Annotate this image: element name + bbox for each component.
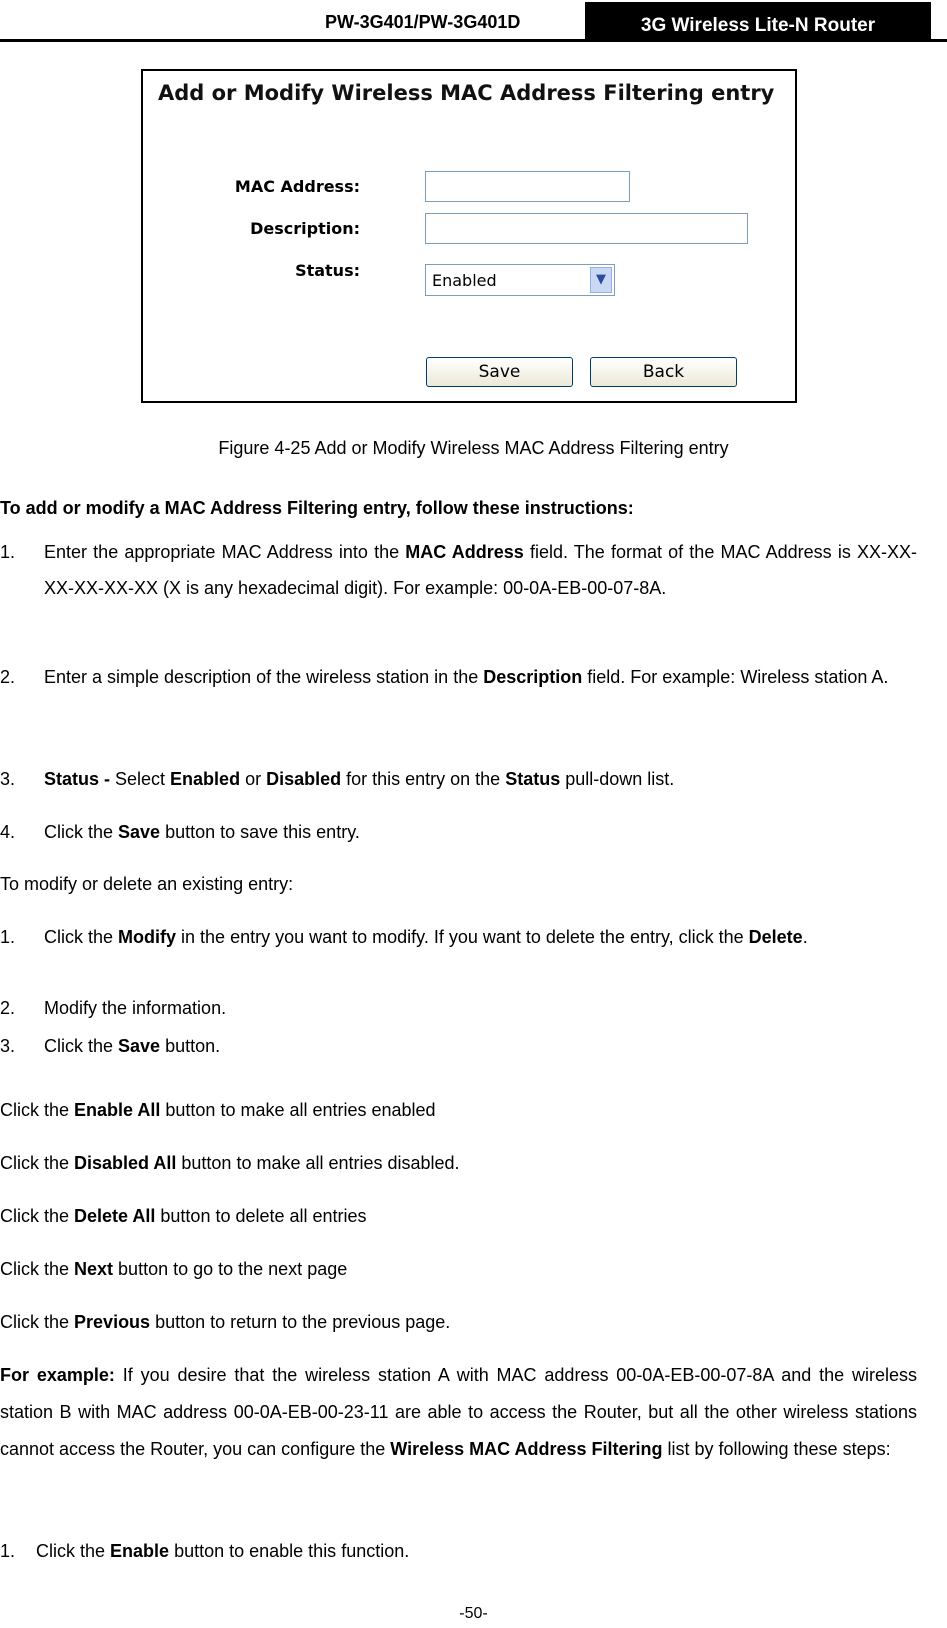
- figure-caption: Figure 4-25 Add or Modify Wireless MAC Address Filtering entry: [218, 438, 729, 458]
- step-add-1: Enter the appropriate MAC Address into the MAC Address field. The format of the MAC Address is XX-XX-XX-XX-XX-XX (X is any hexadecimal digit). For example: 00-0A-EB-00-07-8A.: [44, 542, 917, 598]
- header-rule: [0, 39, 947, 42]
- step-number: 3.: [0, 769, 16, 789]
- figure-title: Add or Modify Wireless MAC Address Filtering entry: [158, 81, 775, 105]
- instructions-intro: To add or modify a MAC Address Filtering entry, follow these instructions:: [0, 498, 634, 518]
- status-label: Status:: [295, 261, 360, 280]
- page-number: -50-: [459, 1605, 488, 1622]
- mac-address-label: MAC Address:: [234, 177, 360, 196]
- example-paragraph: For example: If you desire that the wireless station A with MAC address 00-0A-EB-00-07-8A and the wireless station B with MAC address 00-0A-EB-00-23-11 are able to access the Router, but all the other wireless stations cannot access the Router, you can configure the Wireless MAC Address Filtering list by following these steps:: [0, 1365, 917, 1459]
- step-add-3: Status - Select Enabled or Disabled for this entry on the Status pull-down list.: [44, 769, 675, 789]
- description-label: Description:: [250, 219, 360, 238]
- info-next: Click the Next button to go to the next page: [0, 1259, 348, 1279]
- chevron-down-icon[interactable]: ▼: [590, 267, 612, 293]
- header-product: 3G Wireless Lite-N Router: [585, 2, 931, 39]
- final-step: Click the Enable button to enable this function.: [36, 1541, 410, 1561]
- step-add-4: Click the Save button to save this entry.: [44, 822, 360, 842]
- status-select[interactable]: [425, 264, 615, 296]
- step-number: 2.: [0, 998, 16, 1018]
- step-number: 3.: [0, 1036, 16, 1056]
- step-add-2: Enter a simple description of the wireless station in the Description field. For example: Wireless station A.: [44, 667, 889, 687]
- step-modify-2: Modify the information.: [44, 998, 227, 1018]
- back-button[interactable]: Back: [590, 357, 737, 387]
- step-number: 1.: [0, 542, 16, 562]
- save-button[interactable]: Save: [426, 357, 573, 387]
- info-delete-all: Click the Delete All button to delete all entries: [0, 1206, 367, 1226]
- header-model: PW-3G401/PW-3G401D: [325, 12, 521, 32]
- info-enable-all: Click the Enable All button to make all entries enabled: [0, 1100, 436, 1120]
- step-number: 1.: [0, 1541, 16, 1561]
- description-input[interactable]: [425, 213, 748, 244]
- step-number: 4.: [0, 822, 16, 842]
- status-selected-value: Enabled: [432, 271, 497, 290]
- figure-screenshot: [141, 69, 797, 403]
- modify-intro: To modify or delete an existing entry:: [0, 874, 294, 894]
- step-number: 2.: [0, 667, 16, 687]
- info-previous: Click the Previous button to return to the previous page.: [0, 1312, 451, 1332]
- step-modify-1: Click the Modify in the entry you want to modify. If you want to delete the entry, click the Delete.: [44, 927, 808, 947]
- info-disabled-all: Click the Disabled All button to make all entries disabled.: [0, 1153, 460, 1173]
- page-header: [0, 0, 947, 42]
- step-number: 1.: [0, 927, 16, 947]
- step-modify-3: Click the Save button.: [44, 1036, 221, 1056]
- mac-address-input[interactable]: [425, 171, 630, 202]
